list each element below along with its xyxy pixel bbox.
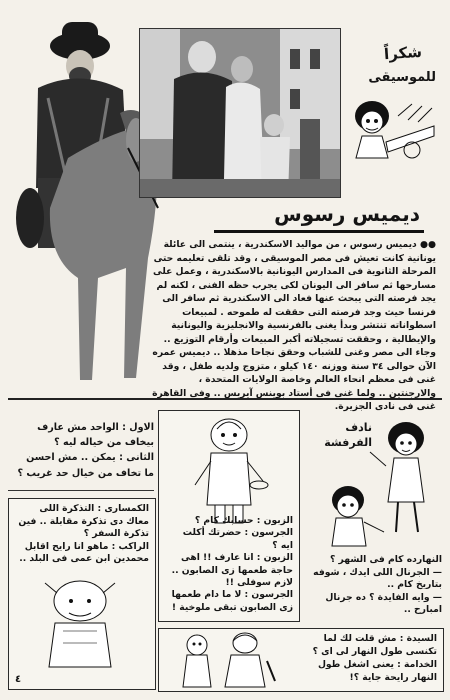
joke3-text — [15, 503, 149, 566]
nadia-cartoon — [314, 412, 442, 552]
joke3-line5: محمدين ابن عمى فى البلد .. — [19, 553, 149, 565]
nadia-line3: بتاريخ كام .. — [387, 579, 442, 591]
page-number: ٤ — [15, 674, 22, 685]
joke4-line3: الخدامة : يعنى اشغل طول — [317, 659, 437, 670]
joke-2-box — [158, 410, 300, 622]
joke2-line5: حاجة طعمها زى الصابون .. — [171, 564, 293, 576]
title-underline — [214, 230, 424, 233]
nadia-line2: — الجرنال اللى ايدك ، شوفه — [313, 566, 442, 578]
joke4-line1: السيدة : مش قلت لك لما — [323, 633, 437, 644]
joke4-cartoon — [167, 631, 277, 689]
joke2-cartoon — [189, 415, 269, 525]
joke1-line4: ما تخاف من خيال حد غريب ؟ — [17, 467, 154, 479]
music-cartoon — [348, 96, 438, 164]
nadia-line4: — وايه الفايدة ؟ ده جرنال — [325, 591, 442, 603]
nadia-line1: النهارده كام فى الشهر ؟ — [330, 554, 442, 565]
joke2-line8: زى الصابون تبقى ملوخية ! — [171, 601, 293, 613]
thanks-line2: للموسيقى — [368, 70, 436, 85]
joke3-cartoon — [25, 571, 135, 671]
joke2-line1: الزبون : حسابك كام ؟ — [194, 515, 293, 526]
article-title: ديميس رسوس — [274, 202, 420, 226]
nadia-text — [306, 554, 442, 617]
nadia-line5: امبارح .. — [403, 604, 442, 616]
joke-3-box — [8, 498, 156, 690]
joke2-line2: الجرسون : حضرتك أكلت — [182, 527, 293, 539]
joke2-line3: ايه ؟ — [272, 539, 293, 551]
joke2-line6: لازم سوفلى !! — [225, 577, 293, 589]
thanks-line1: شكراً — [383, 42, 423, 64]
joke-1 — [8, 420, 154, 480]
music-corner — [344, 38, 440, 168]
joke4-text — [277, 632, 437, 684]
joke1-rule — [8, 490, 154, 491]
joke-4-box — [158, 628, 444, 692]
joke2-line4: الزبون : انا عارف !! اهى — [181, 552, 293, 564]
joke1-line3: الثانى : يمكن .. مش احسن — [26, 452, 154, 464]
joke3-line4: الراكب : ماهو انا رايح اقابل — [24, 540, 149, 552]
joke2-line7: الجرسون : لا ما دام طعمها — [171, 589, 293, 601]
joke1-line1: الاول : الواحد مش عارف — [37, 422, 154, 433]
joke3-line2: معاك دى تذكرة مقابلة .. فين — [18, 515, 149, 527]
section-divider — [8, 398, 442, 400]
nadia-corner — [304, 412, 444, 622]
joke3-line1: الكمسارى : التذكرة اللى — [39, 503, 149, 514]
joke1-line2: بيخاف من خياله ليه ؟ — [54, 437, 154, 449]
joke4-line2: تكنسى طول النهار لى اى ؟ — [312, 646, 437, 657]
nadia-title: نادف الفرفشة — [324, 421, 372, 449]
street-photo — [139, 28, 341, 198]
joke2-text — [165, 515, 293, 614]
article-body: ●● ديميس رسوس ، من مواليد الاسكندرية ، ينتمى الى عائلة يونانية كانت تعيش فى مصر الموسيقى ، وقد تلقى تعليمه حتى المرحلة الثانوية فى المدارس اليونانية بالاسكندرية ، وعمل على مسارحها ثم سافر الى اليونان لكى يجرب حظه الفنى ، لكنه لم يجد فرصته التى يبحث عنها فعاد الى الاسكندرية ثم سافر الى فرنسا حيث وجد فرصته التى حققت له طموحه . لمبيعات اسطواناته تنتشر وبدأ يغنى بالفرنسية والانجليزية واليونانية والإيطالية ، وحققت تسجيلاته أكبر المبيعات وأرقام التوزيع .. وجاء الى مصر وغنى للشباب وحقق نجاحا مذهلا .. ديميس عمره الآن حوالى ٣٤ سنة ووزنه ١٤٠ كيلو ، متزوج ولديه طفل ، وقد غنى فى معظم انحاء العالم وخاصة الولايات المتحدة ، والارجنتين .. ولما غنى فى أستاد بوينس آيريس .. وفى القاهرة غنى فى نادى الجزيرة. — [152, 239, 436, 412]
joke3-line3: تذكرة السفر ؟ — [83, 528, 149, 540]
joke4-line4: النهار رايحة جاية ؟! — [349, 672, 437, 683]
